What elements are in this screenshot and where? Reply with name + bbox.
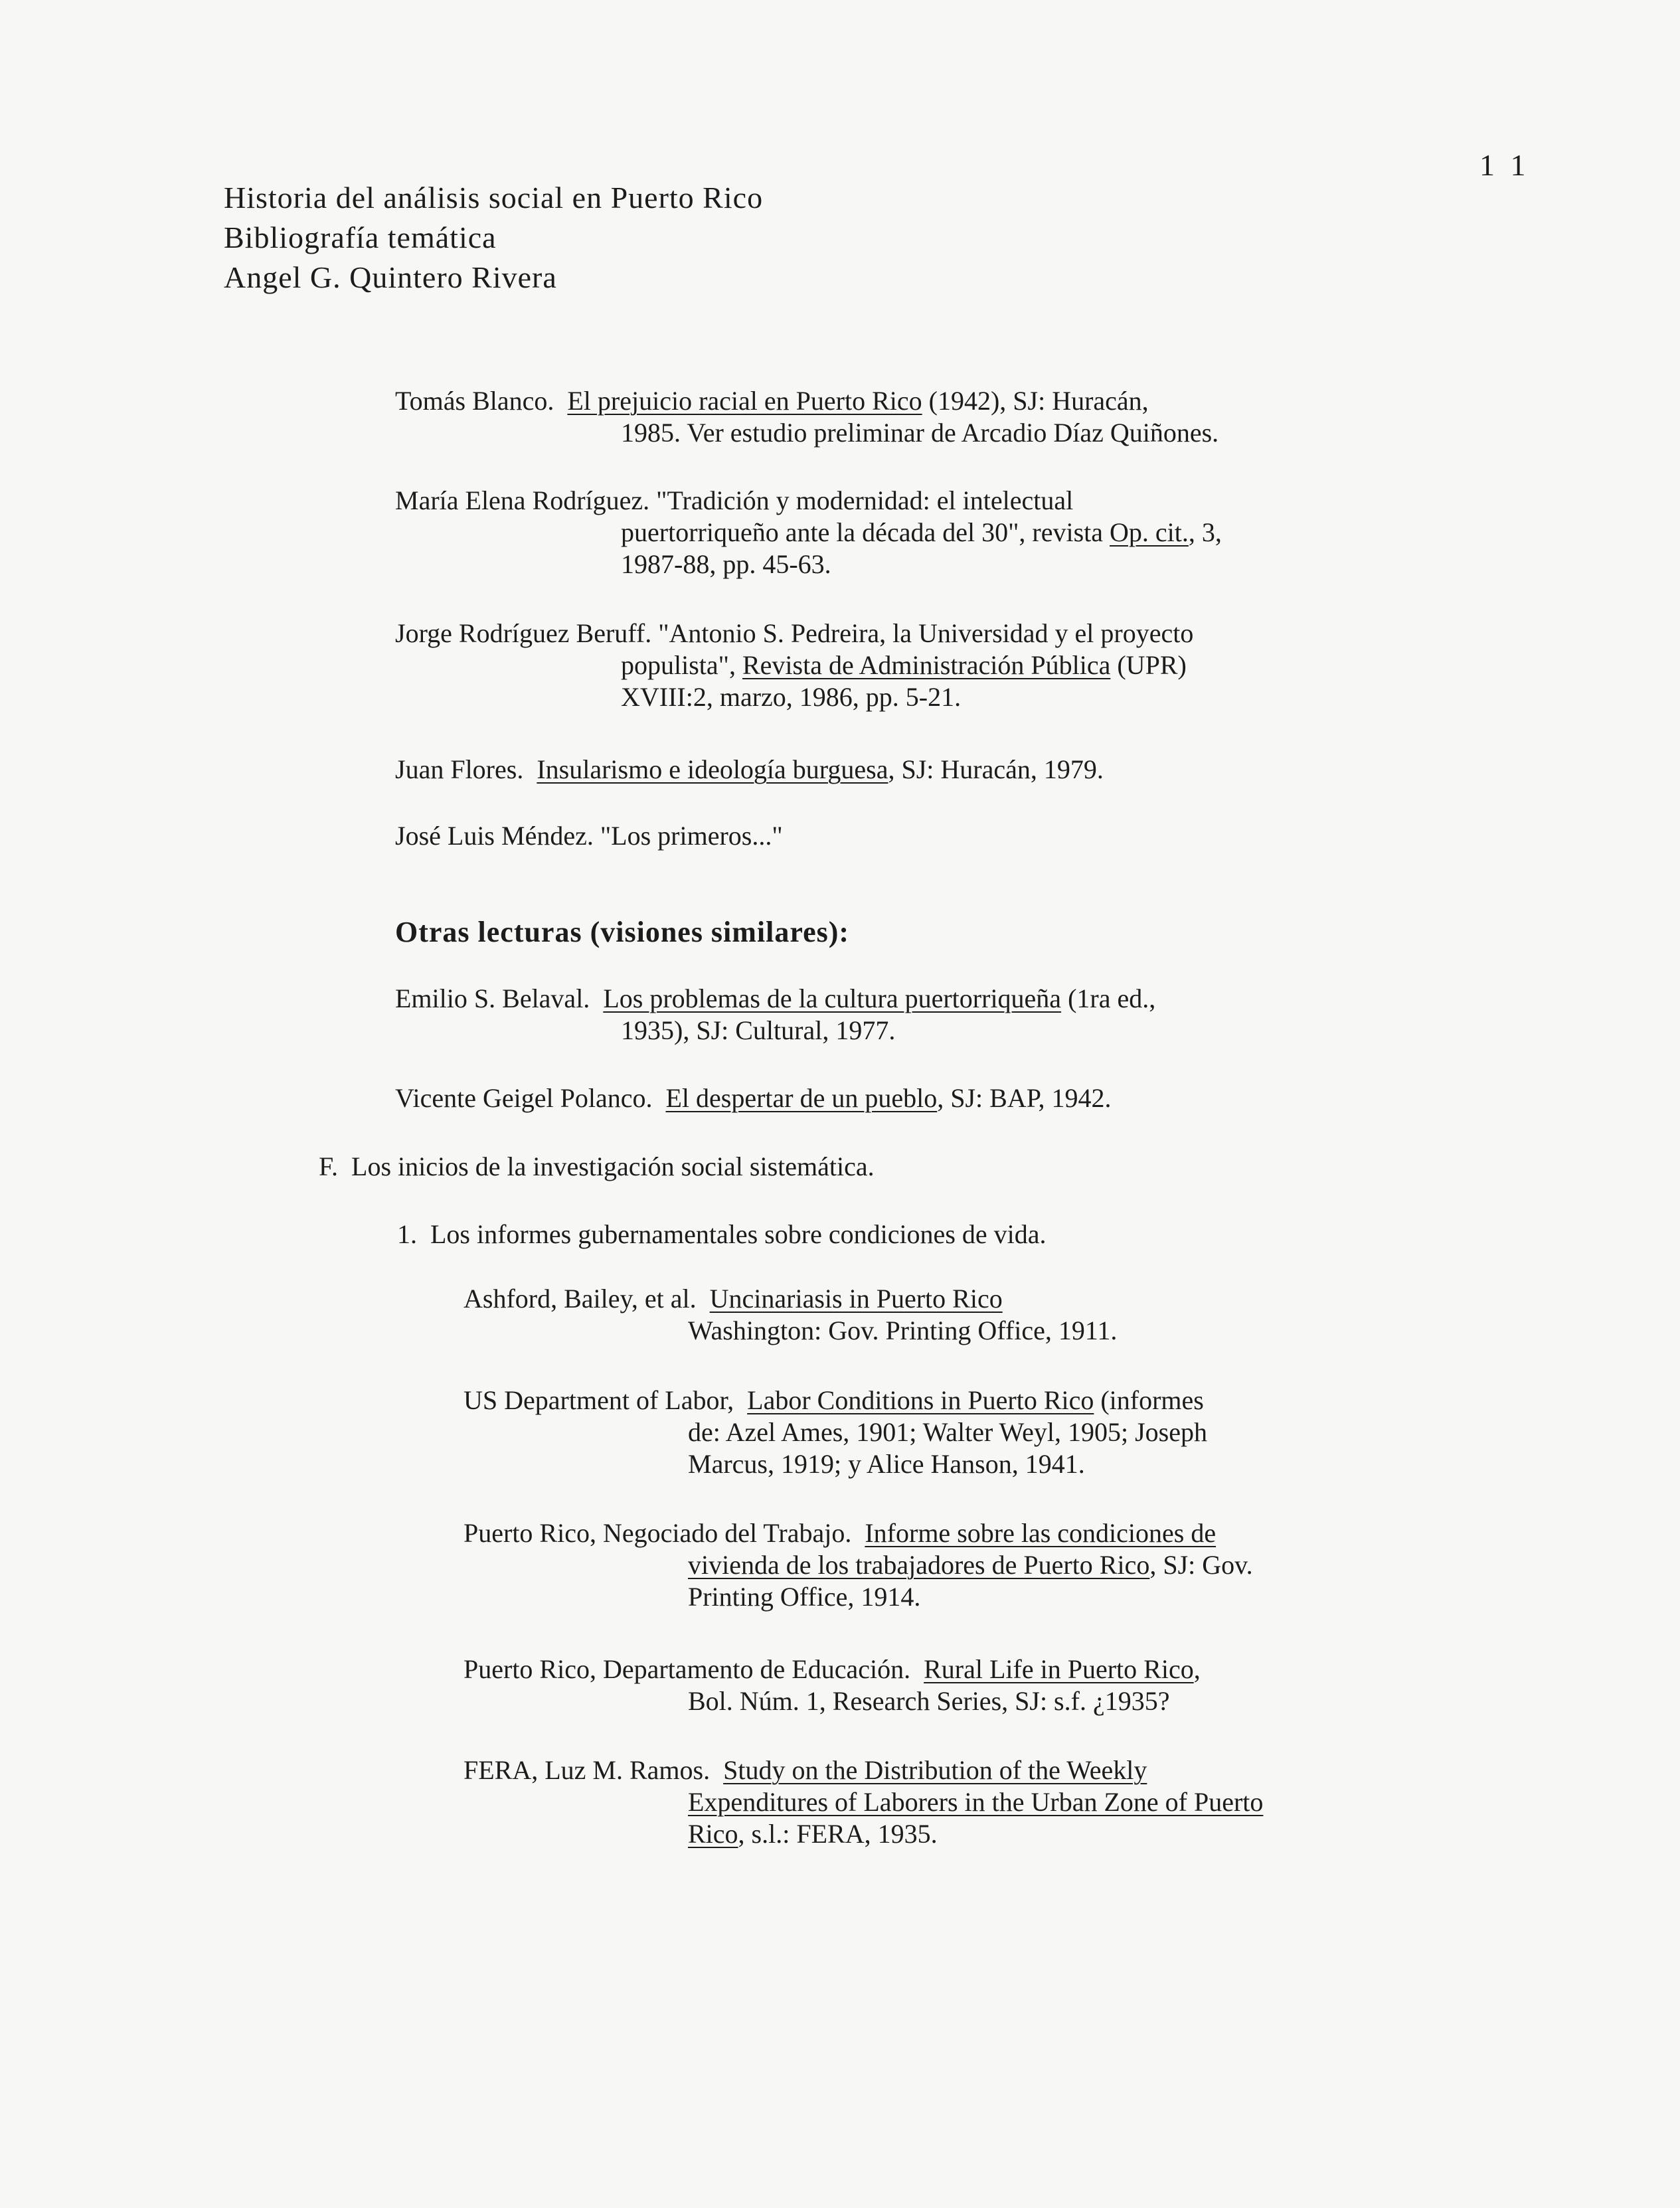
entry-details: , — [1193, 1654, 1201, 1684]
entry-title: El prejuicio racial en Puerto Rico — [567, 386, 922, 416]
entry-title: El despertar de un pueblo — [665, 1083, 938, 1113]
header-author: Angel G. Quintero Rivera — [224, 260, 557, 294]
entry-details: populista", — [621, 650, 742, 680]
entry-details: , s.l.: FERA, 1935. — [738, 1819, 938, 1849]
bibliography-entry-flores — [395, 754, 1104, 786]
entry-author: FERA, Luz M. Ramos. — [463, 1755, 711, 1785]
entry-title: Op. cit. — [1110, 517, 1189, 547]
entry-title: Labor Conditions in Puerto Rico — [747, 1385, 1094, 1415]
entry-title: Informe sobre las condiciones de — [865, 1518, 1217, 1548]
bibliography-entry-blanco — [395, 385, 1218, 449]
entry-title-cont: Expenditures of Laborers in the Urban Zone of Puerto — [688, 1787, 1264, 1817]
bleed-through-decoration — [930, 219, 936, 250]
entry-details-cont: 1985. Ver estudio preliminar de Arcadio Díaz Quiñones. — [621, 418, 1219, 448]
entry-title: Los problemas de la cultura puertorriqueña — [603, 983, 1062, 1013]
entry-author: Juan Flores. — [395, 754, 524, 784]
entry-details-cont: 1935), SJ: Cultural, 1977. — [621, 1015, 896, 1045]
bibliography-entry-rodriguez — [395, 485, 1222, 580]
entry-details-cont: Marcus, 1919; y Alice Hanson, 1941. — [688, 1449, 1085, 1479]
entry-details-cont: Bol. Núm. 1, Research Series, SJ: s.f. ¿1935? — [688, 1686, 1170, 1716]
entry-author: Puerto Rico, Departamento de Educación. — [463, 1654, 911, 1684]
entry-author: Ashford, Bailey, et al. — [463, 1284, 697, 1314]
subsection-title: Los informes gubernamentales sobre condiciones de vida. — [430, 1219, 1047, 1249]
bibliography-entry-belaval — [395, 983, 1155, 1047]
entry-title: Study on the Distribution of the Weekly — [723, 1755, 1147, 1785]
entry-details-cont: de: Azel Ames, 1901; Walter Weyl, 1905; Joseph — [688, 1417, 1207, 1447]
entry-details: (1ra ed., — [1061, 983, 1156, 1013]
entry-line: Jorge Rodríguez Beruff. "Antonio S. Pedreira, la Universidad y el proyecto — [395, 618, 1194, 648]
subsection-1-heading — [397, 1219, 1047, 1250]
subsection-label: 1. — [397, 1219, 417, 1249]
report-entry-educacion — [463, 1654, 1201, 1717]
entry-author: Puerto Rico, Negociado del Trabajo. — [463, 1518, 852, 1548]
report-entry-us-labor — [463, 1385, 1207, 1480]
entry-title-cont: vivienda de los trabajadores de Puerto Rico — [688, 1550, 1150, 1580]
report-entry-negociado — [463, 1517, 1253, 1613]
header-subtitle: Bibliografía temática — [224, 220, 497, 254]
report-entry-fera — [463, 1754, 1263, 1850]
bibliography-entry-beruff — [395, 618, 1193, 713]
entry-author: Tomás Blanco. — [395, 386, 554, 416]
entry-author: Emilio S. Belaval. — [395, 983, 590, 1013]
report-entry-ashford — [463, 1283, 1117, 1347]
entry-details-cont: Printing Office, 1914. — [688, 1582, 921, 1612]
entry-details: , SJ: BAP, 1942. — [937, 1083, 1112, 1113]
entry-details: , 3, — [1188, 517, 1222, 547]
entry-line: José Luis Méndez. "Los primeros..." — [395, 821, 783, 851]
section-title: Los inicios de la investigación social sistemática. — [351, 1151, 875, 1181]
entry-details: , SJ: Huracán, 1979. — [888, 754, 1104, 784]
entry-title: Insularismo e ideología burguesa — [537, 754, 888, 784]
bibliography-entry-geigel — [395, 1082, 1112, 1114]
header-title: Historia del análisis social en Puerto Rico — [224, 181, 764, 214]
document-header — [224, 178, 763, 297]
entry-details: (UPR) — [1110, 650, 1187, 680]
entry-title-cont: Rico — [688, 1819, 738, 1849]
section-f-heading — [319, 1151, 875, 1182]
entry-details-cont: XVIII:2, marzo, 1986, pp. 5-21. — [621, 682, 962, 712]
entry-details: , SJ: Gov. — [1149, 1550, 1253, 1580]
section-label: F. — [319, 1151, 339, 1181]
entry-details-cont: Washington: Gov. Printing Office, 1911. — [688, 1316, 1118, 1345]
subheading-other-readings: Otras lecturas (visiones similares): — [395, 916, 850, 948]
entry-details: puertorriqueño ante la década del 30", revista — [621, 517, 1110, 547]
entry-title: Rural Life in Puerto Rico — [924, 1654, 1194, 1684]
entry-details-cont: 1987-88, pp. 45-63. — [621, 549, 831, 579]
entry-title: Revista de Administración Pública — [742, 650, 1111, 680]
page-number: 1 1 — [1479, 148, 1530, 182]
entry-title: Uncinariasis in Puerto Rico — [709, 1284, 1003, 1314]
entry-details: (informes — [1094, 1385, 1204, 1415]
entry-author: Vicente Geigel Polanco. — [395, 1083, 653, 1113]
entry-line: María Elena Rodríguez. "Tradición y modernidad: el intelectual — [395, 485, 1074, 515]
entry-details: (1942), SJ: Huracán, — [922, 386, 1149, 416]
bibliography-entry-mendez — [395, 820, 783, 852]
entry-author: US Department of Labor, — [463, 1385, 734, 1415]
